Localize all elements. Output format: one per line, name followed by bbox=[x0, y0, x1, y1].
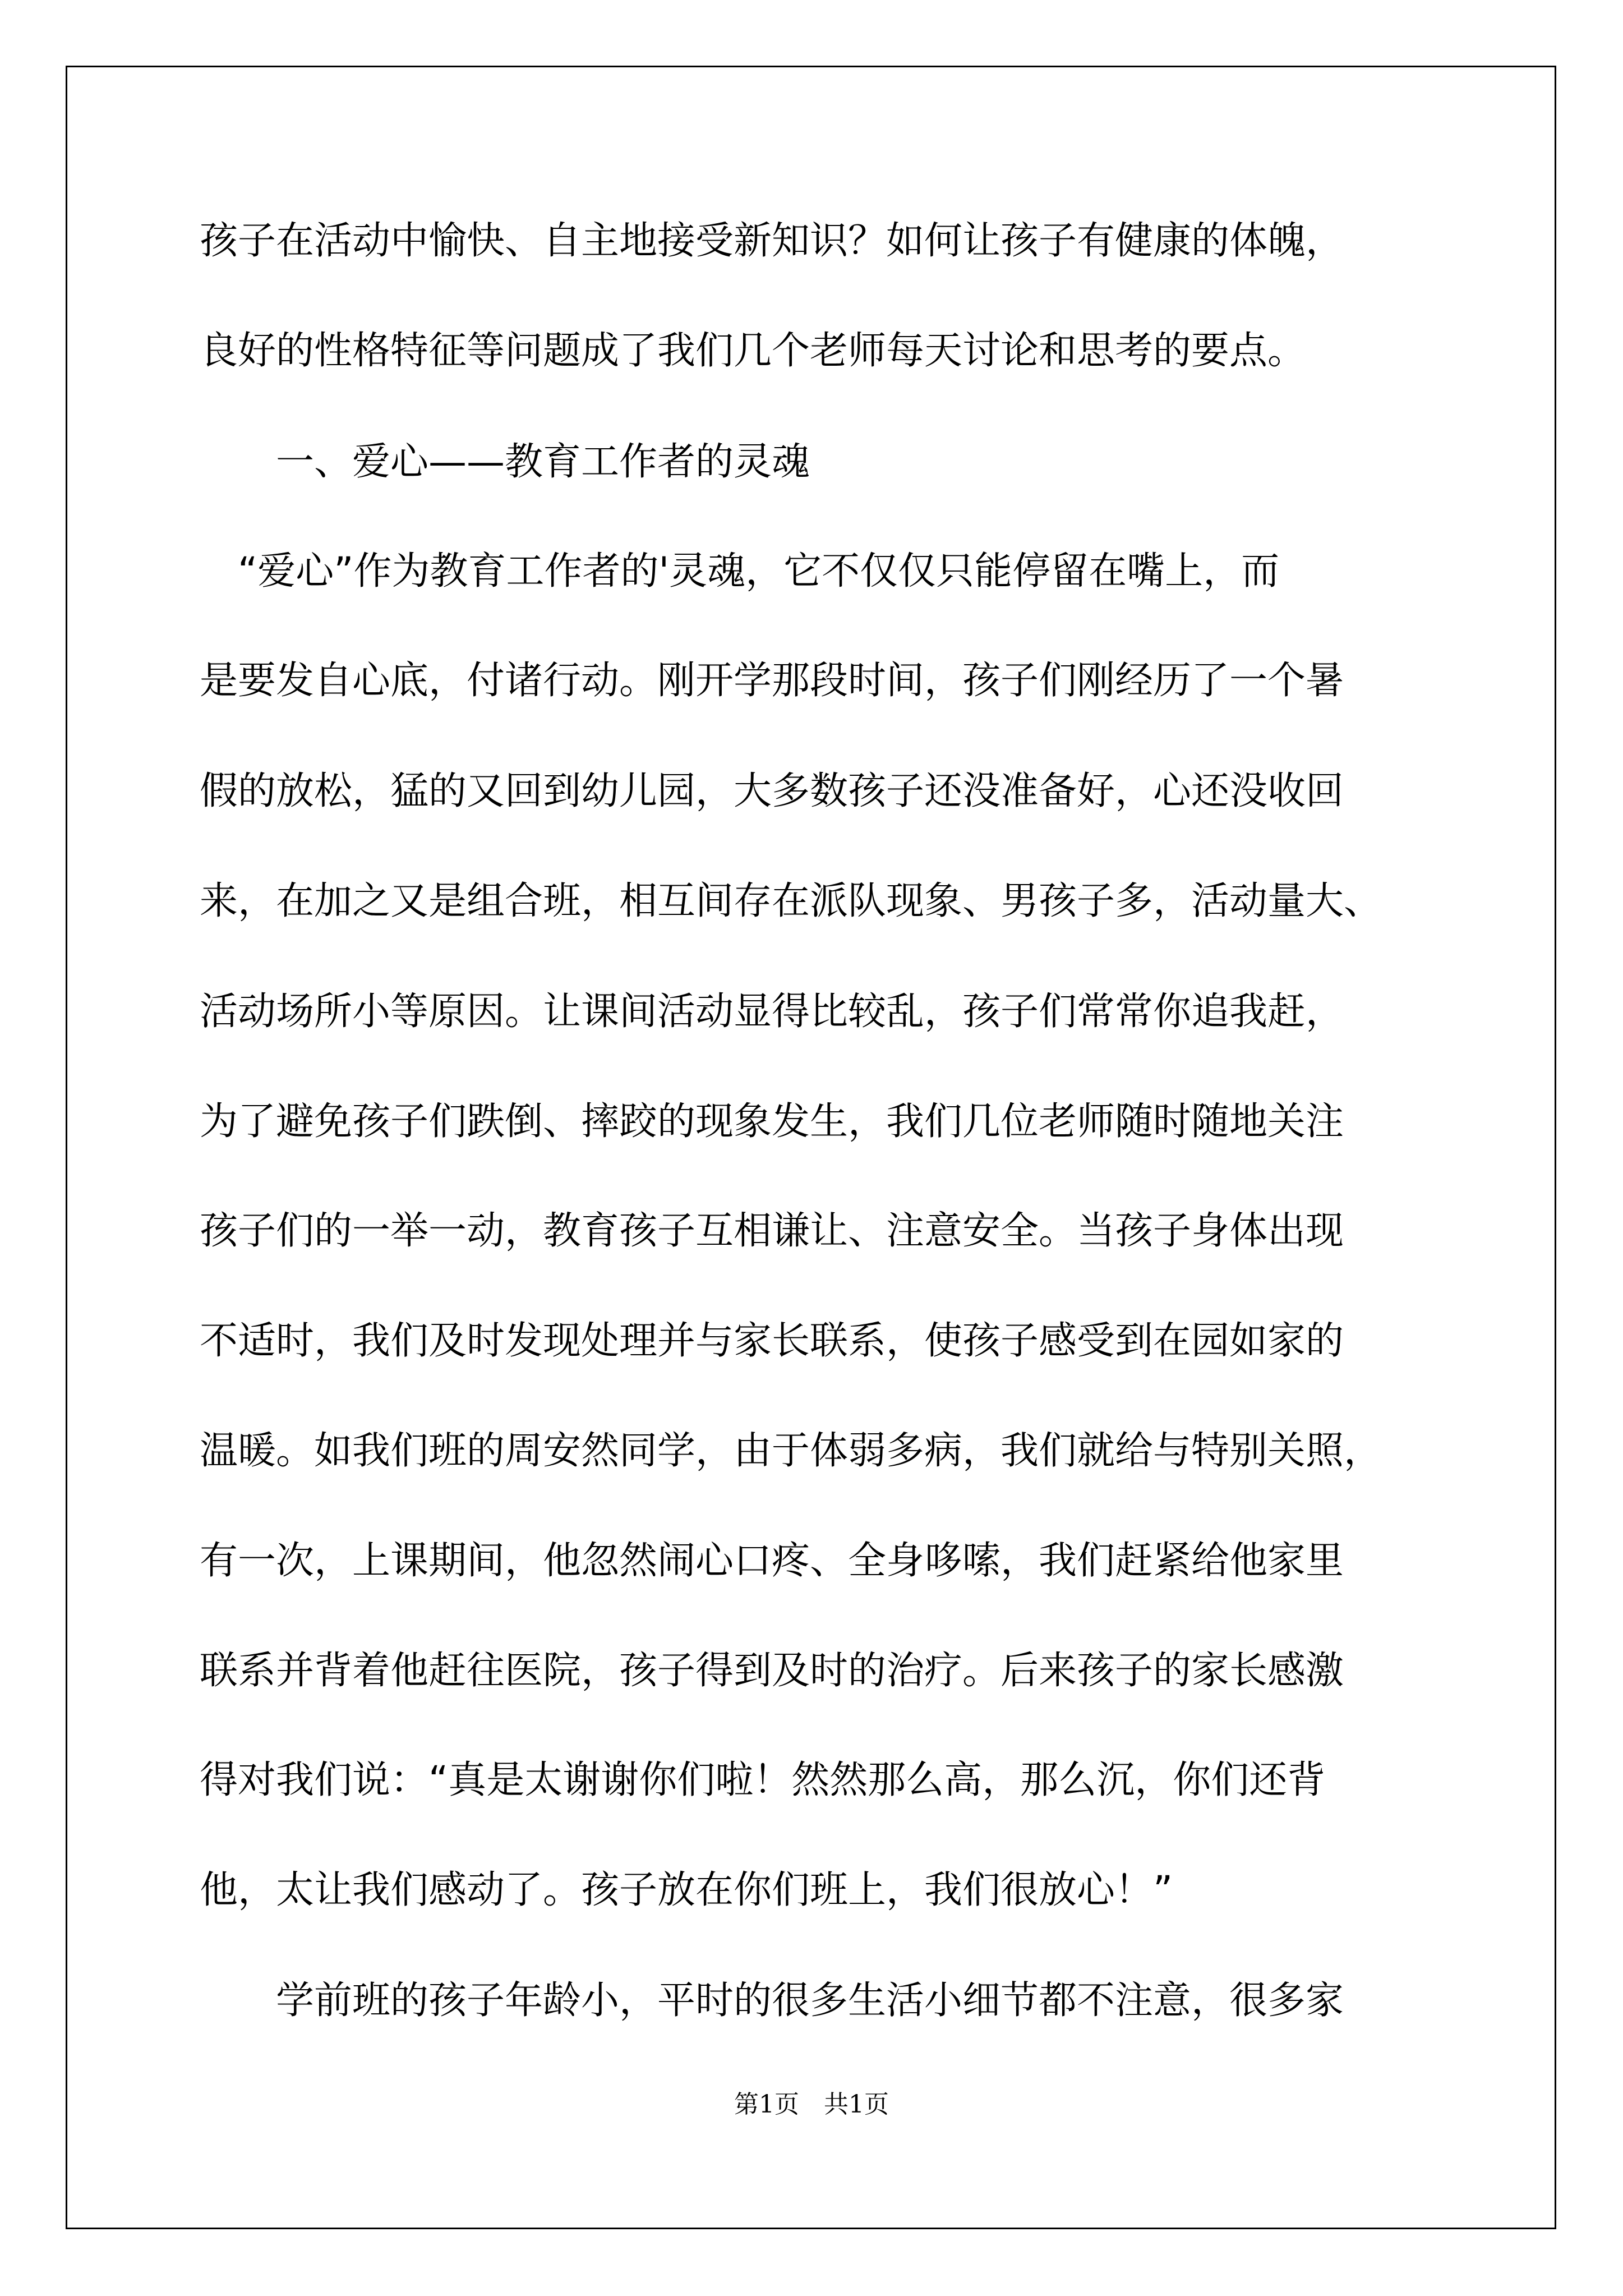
text-line: 得对我们说：“真是太谢谢你们啦！然然那么高，那么沉，你们还背 bbox=[200, 1758, 1326, 1802]
text-line: 假的放松，猛的又回到幼儿园，大多数孩子还没准备好，心还没收回 bbox=[200, 769, 1344, 813]
text-line: “爱心”作为教育工作者的'灵魂，它不仅仅只能停留在嘴上，而 bbox=[200, 549, 1280, 593]
text-line: 不适时，我们及时发现处理并与家长联系，使孩子感受到在园如家的 bbox=[200, 1319, 1344, 1363]
text-line: 他，太让我们感动了。孩子放在你们班上，我们很放心！” bbox=[200, 1868, 1173, 1912]
text-line: 学前班的孩子年龄小，平时的很多生活小细节都不注意，很多家 bbox=[200, 1978, 1344, 2023]
text-line: 为了避免孩子们跌倒、摔跤的现象发生，我们几位老师随时随地关注 bbox=[200, 1099, 1344, 1144]
text-line: 来，在加之又是组合班，相互间存在派队现象、男孩子多，活动量大、 bbox=[200, 879, 1382, 923]
text-line: 孩子们的一举一动，教育孩子互相谦让、注意安全。当孩子身体出现 bbox=[200, 1209, 1344, 1253]
text-line: 有一次，上课期间，他忽然闹心口疼、全身哆嗦，我们赶紧给他家里 bbox=[200, 1539, 1344, 1583]
text-line: 温暖。如我们班的周安然同学，由于体弱多病，我们就给与特别关照， bbox=[200, 1429, 1382, 1473]
text-line: 良好的性格特征等问题成了我们几个老师每天讨论和思考的要点。 bbox=[200, 329, 1306, 373]
section-heading: 一、爱心——教育工作者的灵魂 bbox=[200, 440, 810, 484]
page-footer: 第1页 共1页 bbox=[734, 2090, 889, 2119]
text-line: 联系并背着他赶往医院，孩子得到及时的治疗。后来孩子的家长感激 bbox=[200, 1649, 1344, 1693]
text-line: 活动场所小等原因。让课间活动显得比较乱，孩子们常常你追我赶， bbox=[200, 990, 1344, 1034]
text-line: 孩子在活动中愉快、自主地接受新知识？如何让孩子有健康的体魄， bbox=[200, 219, 1344, 263]
text-line: 是要发自心底，付诸行动。刚开学那段时间，孩子们刚经历了一个暑 bbox=[200, 659, 1344, 703]
